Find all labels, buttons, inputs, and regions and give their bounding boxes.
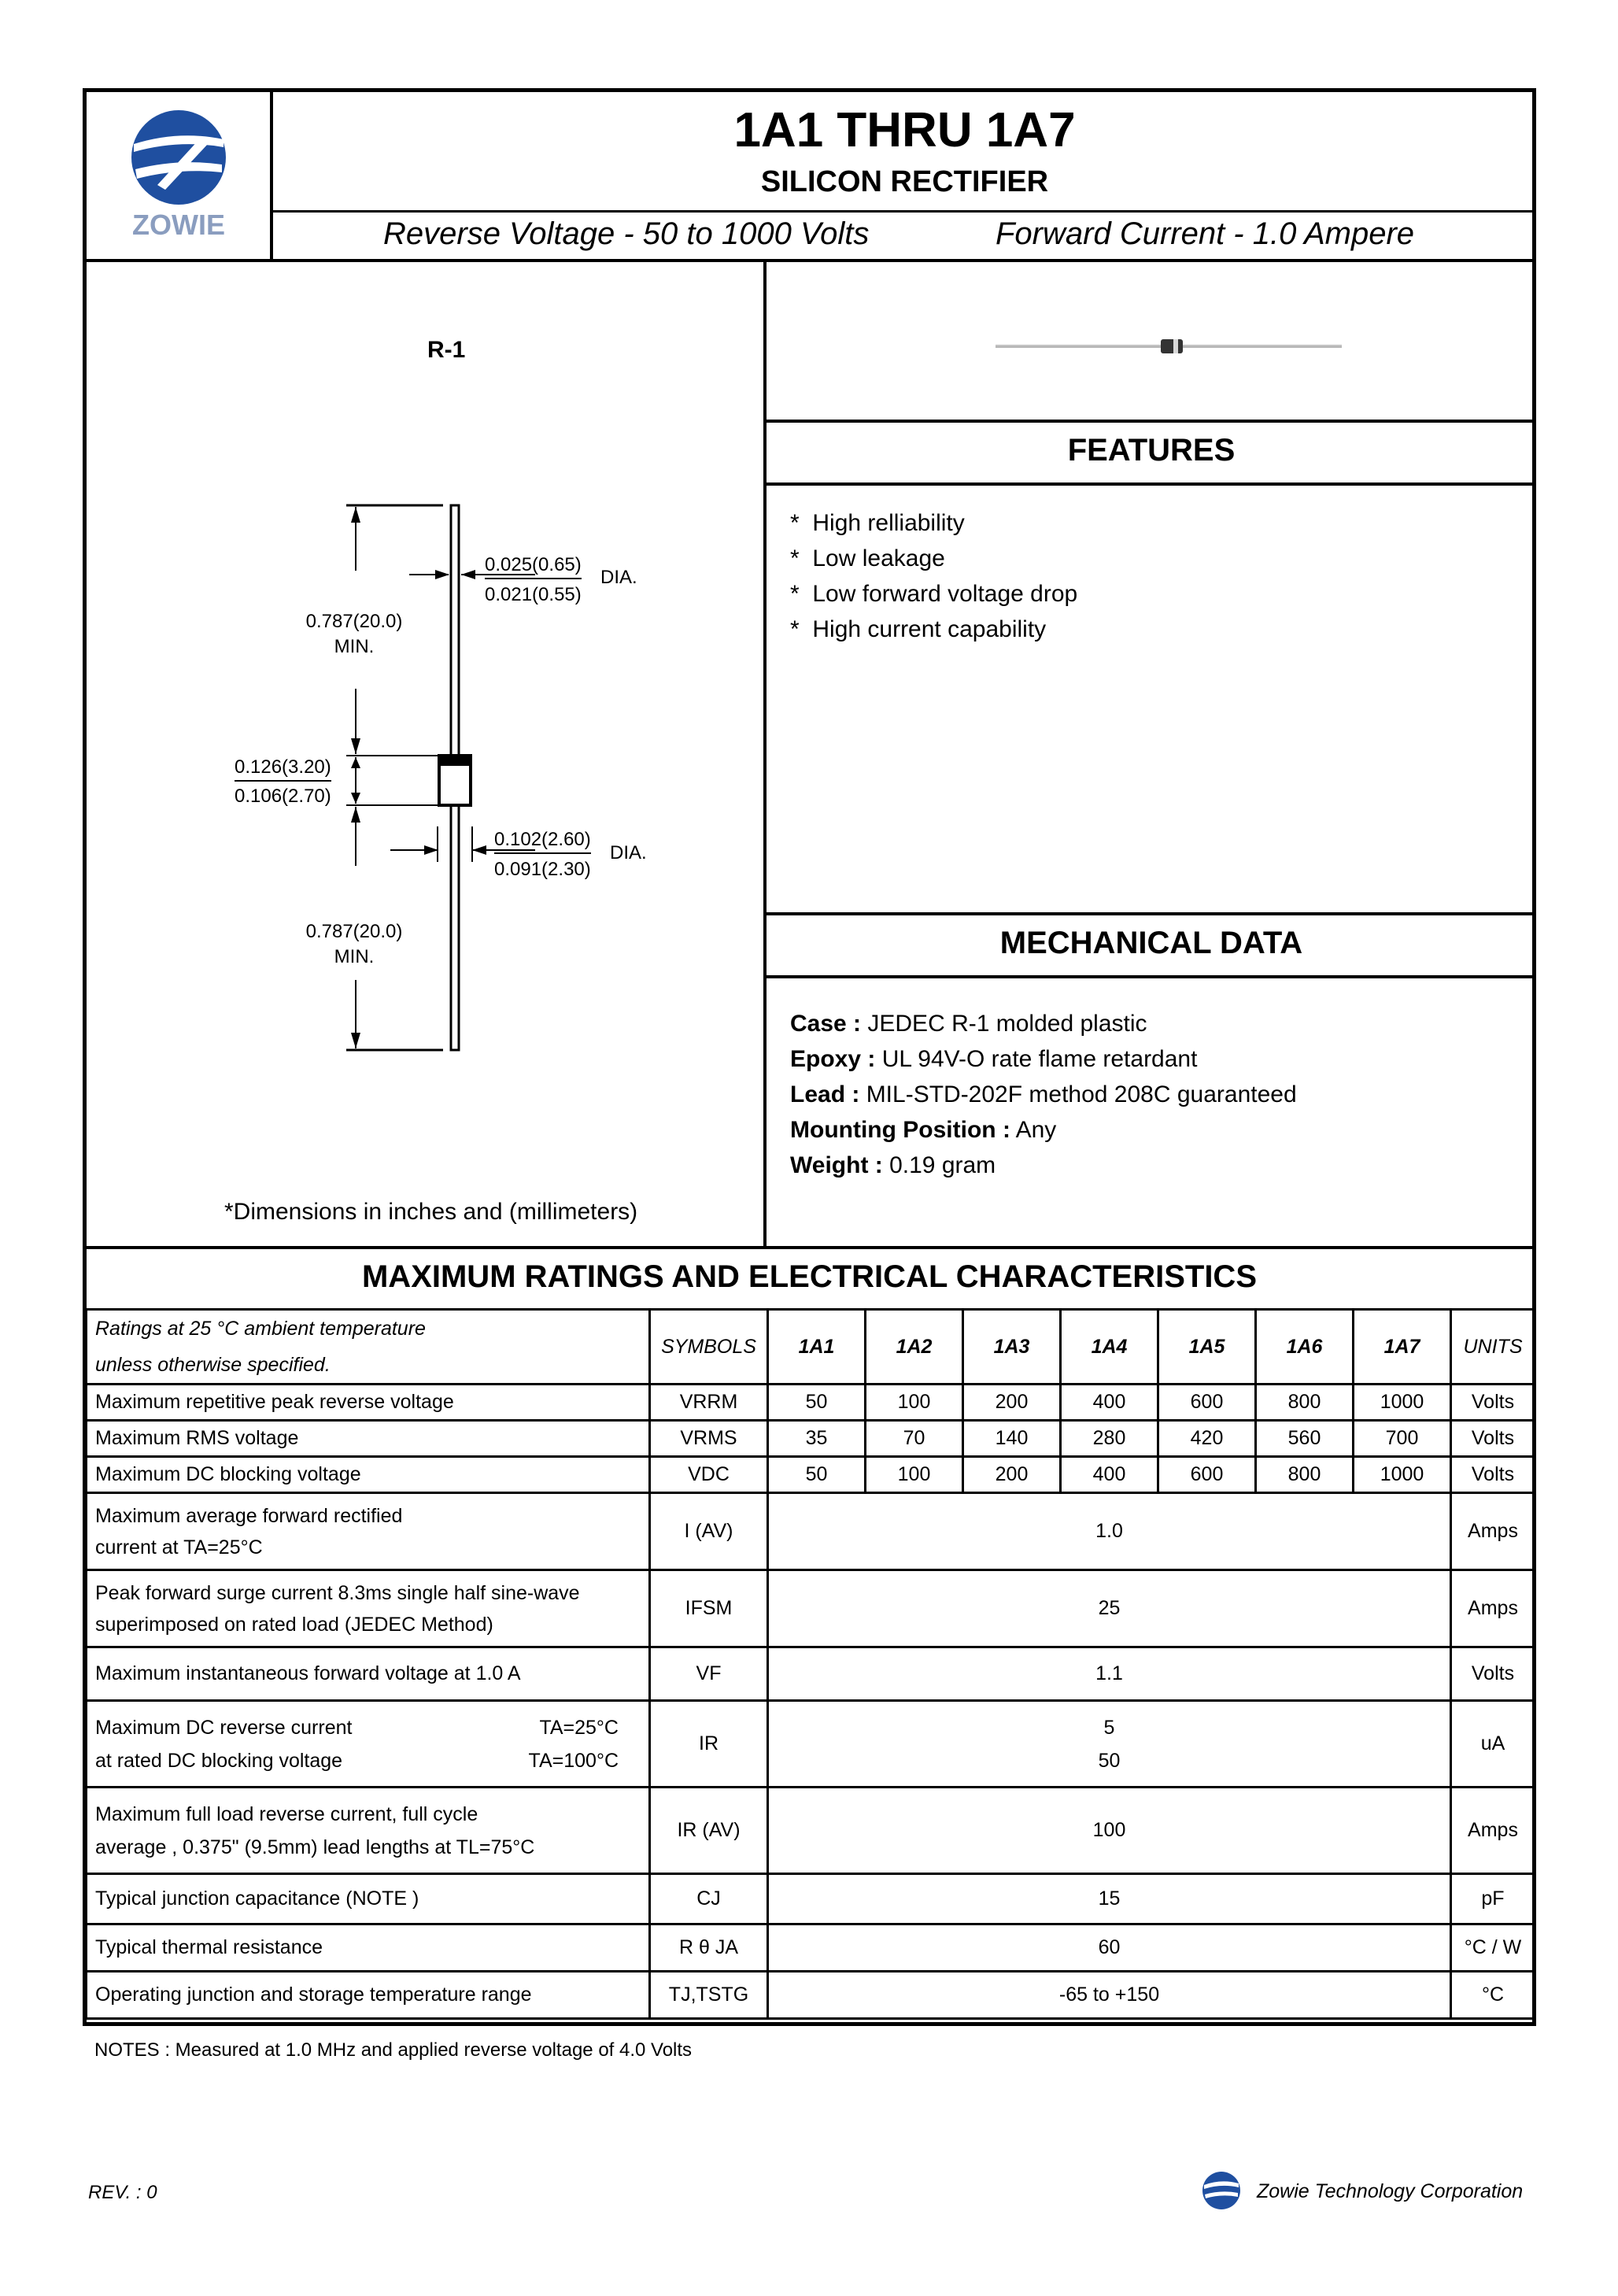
part-header: 1A2 bbox=[866, 1310, 963, 1385]
row-value: 60 bbox=[768, 1924, 1451, 1972]
dimensions-note: *Dimensions in inches and (millimeters) bbox=[224, 1199, 638, 1225]
dim-lead-length-top-min: MIN. bbox=[334, 636, 375, 657]
row-value: 50 bbox=[768, 1457, 866, 1493]
dim-lead-dia-min: 0.021(0.55) bbox=[485, 584, 582, 605]
forward-current-heading: Forward Current - 1.0 Ampere bbox=[996, 216, 1415, 251]
mech-row-epoxy: Epoxy : UL 94V-O rate flame retardant bbox=[790, 1046, 1198, 1072]
row-label: Maximum average forward rectified current at TA=25°C bbox=[87, 1493, 650, 1570]
row-label: Maximum instantaneous forward voltage at 1.0 A bbox=[87, 1647, 650, 1701]
features-top-line bbox=[763, 420, 1536, 423]
ratings-table bbox=[85, 1308, 1536, 2020]
mech-top-line bbox=[763, 912, 1536, 915]
row-symbol: VF bbox=[650, 1647, 768, 1701]
conditions-cell: Ratings at 25 °C ambient temperature unless otherwise specified. bbox=[87, 1310, 650, 1385]
table-row bbox=[87, 1647, 1535, 1701]
row-value: 700 bbox=[1354, 1421, 1451, 1457]
row-value: 50 bbox=[768, 1385, 866, 1421]
row-value: 100 bbox=[866, 1457, 963, 1493]
row-value: 1.0 bbox=[768, 1493, 1451, 1570]
row-value: 600 bbox=[1158, 1385, 1256, 1421]
features-title-line bbox=[763, 482, 1536, 486]
dim-body-len-max: 0.126(3.20) bbox=[235, 756, 331, 782]
row-value: 400 bbox=[1061, 1457, 1158, 1493]
row-symbol: VRMS bbox=[650, 1421, 768, 1457]
row-label: Maximum RMS voltage bbox=[87, 1421, 650, 1457]
table-row bbox=[87, 1493, 1535, 1570]
row-unit: Amps bbox=[1451, 1788, 1535, 1874]
features-list bbox=[790, 505, 1077, 647]
row-value: 200 bbox=[963, 1385, 1061, 1421]
part-header: 1A4 bbox=[1061, 1310, 1158, 1385]
zowie-logo bbox=[126, 106, 232, 244]
row-unit: °C / W bbox=[1451, 1924, 1535, 1972]
row-value: 800 bbox=[1256, 1457, 1354, 1493]
mech-row-lead: Lead : MIL-STD-202F method 208C guaranteed bbox=[790, 1081, 1297, 1107]
row-unit: Amps bbox=[1451, 1493, 1535, 1570]
notes: NOTES : Measured at 1.0 MHz and applied reverse voltage of 4.0 Volts bbox=[94, 2039, 693, 2061]
row-unit: Volts bbox=[1451, 1647, 1535, 1701]
row-symbol: IR (AV) bbox=[650, 1788, 768, 1874]
ratings-title: MAXIMUM RATINGS AND ELECTRICAL CHARACTERISTICS bbox=[361, 1259, 1257, 1294]
row-unit: Volts bbox=[1451, 1421, 1535, 1457]
row-value: 70 bbox=[866, 1421, 963, 1457]
dim-body-len-min: 0.106(2.70) bbox=[235, 786, 331, 807]
row-value: 420 bbox=[1158, 1421, 1256, 1457]
part-header: 1A6 bbox=[1256, 1310, 1354, 1385]
row-label: Maximum DC blocking voltage bbox=[87, 1457, 650, 1493]
row-value: 600 bbox=[1158, 1457, 1256, 1493]
table-row bbox=[87, 1421, 1535, 1457]
table-row bbox=[87, 1874, 1535, 1924]
row-label: Typical thermal resistance bbox=[87, 1924, 650, 1972]
table-row bbox=[87, 1570, 1535, 1647]
table-header-row bbox=[87, 1310, 1535, 1385]
feature-item: * Low leakage bbox=[790, 545, 945, 571]
company-name: Zowie Technology Corporation bbox=[1257, 2180, 1524, 2202]
svg-text:ZOWIE: ZOWIE bbox=[132, 209, 225, 241]
row-value: 560 bbox=[1256, 1421, 1354, 1457]
table-row bbox=[87, 1788, 1535, 1874]
dim-lead-dia-label: DIA. bbox=[600, 567, 637, 588]
table-row bbox=[87, 1701, 1535, 1788]
revision: REV. : 0 bbox=[88, 2182, 157, 2203]
row-value: 1.1 bbox=[768, 1647, 1451, 1701]
features-title: FEATURES bbox=[1067, 433, 1236, 468]
table-row bbox=[87, 1924, 1535, 1972]
part-header: 1A7 bbox=[1354, 1310, 1451, 1385]
row-symbol: VRRM bbox=[650, 1385, 768, 1421]
row-unit: uA bbox=[1451, 1701, 1535, 1788]
row-label: Peak forward surge current 8.3ms single half sine-wave superimposed on rated load (JEDEC Method) bbox=[87, 1570, 650, 1647]
row-unit: Volts bbox=[1451, 1457, 1535, 1493]
row-unit: Amps bbox=[1451, 1570, 1535, 1647]
mech-row-mounting: Mounting Position : Any bbox=[790, 1117, 1057, 1143]
mechanical-list bbox=[790, 1006, 1297, 1183]
row-value: 5 50 bbox=[768, 1701, 1451, 1788]
dim-body-dia-label: DIA. bbox=[610, 842, 647, 863]
feature-item: * High current capability bbox=[790, 616, 1047, 642]
dim-lead-length-bottom: 0.787(20.0) bbox=[305, 921, 403, 942]
row-value: 1000 bbox=[1354, 1457, 1451, 1493]
dim-lead-length-top: 0.787(20.0) bbox=[305, 611, 403, 632]
row-value: 15 bbox=[768, 1874, 1451, 1924]
page-title: 1A1 THRU 1A7 bbox=[733, 103, 1076, 157]
header-subline bbox=[270, 210, 1536, 213]
mech-row-case: Case : JEDEC R-1 molded plastic bbox=[790, 1011, 1147, 1037]
zowie-logo-icon bbox=[126, 106, 232, 244]
row-symbol: VDC bbox=[650, 1457, 768, 1493]
table-row bbox=[87, 1385, 1535, 1421]
table-row bbox=[87, 1457, 1535, 1493]
row-symbol: IFSM bbox=[650, 1570, 768, 1647]
ratings-top-line bbox=[83, 1246, 1536, 1249]
units-header: UNITS bbox=[1451, 1310, 1535, 1385]
part-header: 1A1 bbox=[768, 1310, 866, 1385]
symbols-header: SYMBOLS bbox=[650, 1310, 768, 1385]
row-unit: pF bbox=[1451, 1874, 1535, 1924]
row-value: 25 bbox=[768, 1570, 1451, 1647]
row-label: Operating junction and storage temperature range bbox=[87, 1972, 650, 2019]
part-header: 1A5 bbox=[1158, 1310, 1256, 1385]
mech-row-weight: Weight : 0.19 gram bbox=[790, 1152, 996, 1178]
mechanical-title: MECHANICAL DATA bbox=[999, 926, 1303, 960]
row-value: 1000 bbox=[1354, 1385, 1451, 1421]
mech-title-line bbox=[763, 975, 1536, 978]
reverse-voltage-heading: Reverse Voltage - 50 to 1000 Volts bbox=[383, 216, 870, 251]
dim-lead-length-bottom-min: MIN. bbox=[334, 946, 375, 967]
row-value: 400 bbox=[1061, 1385, 1158, 1421]
feature-item: * Low forward voltage drop bbox=[790, 581, 1078, 607]
row-value: 800 bbox=[1256, 1385, 1354, 1421]
row-unit: Volts bbox=[1451, 1385, 1535, 1421]
row-label: Typical junction capacitance (NOTE ) bbox=[87, 1874, 650, 1924]
row-value: 100 bbox=[768, 1788, 1451, 1874]
feature-item: * High relliability bbox=[790, 510, 965, 536]
row-label: Maximum full load reverse current, full cycle average , 0.375" (9.5mm) lead lengths at TL=75°C bbox=[87, 1788, 650, 1874]
row-symbol: IR bbox=[650, 1701, 768, 1788]
footer-logo-icon bbox=[1202, 2171, 1241, 2210]
row-value: 100 bbox=[866, 1385, 963, 1421]
row-symbol: TJ,TSTG bbox=[650, 1972, 768, 2019]
diode-photo bbox=[996, 331, 1342, 362]
middle-divider bbox=[763, 262, 767, 1248]
page-subtitle: SILICON RECTIFIER bbox=[760, 165, 1049, 198]
row-value: -65 to +150 bbox=[768, 1972, 1451, 2019]
package-name: R-1 bbox=[427, 337, 466, 363]
row-value: 140 bbox=[963, 1421, 1061, 1457]
dim-lead-dia-max: 0.025(0.65) bbox=[485, 554, 582, 579]
row-symbol: R θ JA bbox=[650, 1924, 768, 1972]
row-symbol: I (AV) bbox=[650, 1493, 768, 1570]
row-unit: °C bbox=[1451, 1972, 1535, 2019]
header-bottom-line bbox=[83, 259, 1536, 262]
row-value: 200 bbox=[963, 1457, 1061, 1493]
row-label: Maximum DC reverse current TA=25°C at rated DC blocking voltage TA=100°C bbox=[87, 1701, 650, 1788]
part-header: 1A3 bbox=[963, 1310, 1061, 1385]
row-value: 280 bbox=[1061, 1421, 1158, 1457]
row-symbol: CJ bbox=[650, 1874, 768, 1924]
row-value: 35 bbox=[768, 1421, 866, 1457]
row-label: Maximum repetitive peak reverse voltage bbox=[87, 1385, 650, 1421]
dim-body-dia-max: 0.102(2.60) bbox=[494, 829, 591, 854]
dim-body-dia-min: 0.091(2.30) bbox=[494, 859, 591, 880]
table-row bbox=[87, 1972, 1535, 2019]
